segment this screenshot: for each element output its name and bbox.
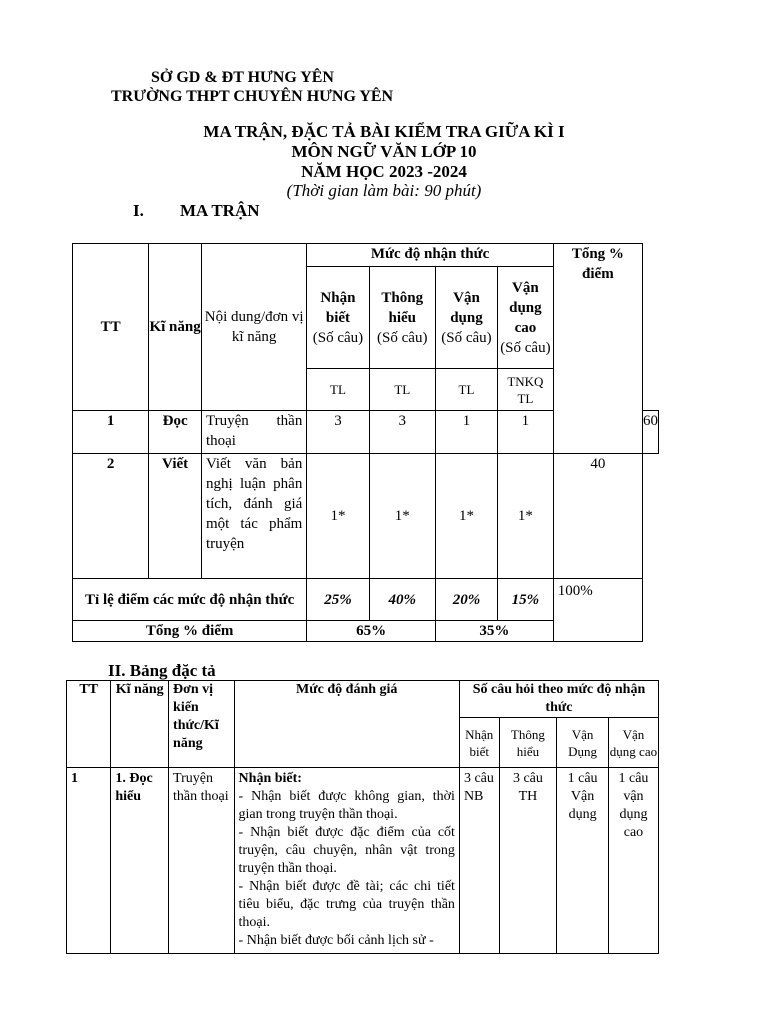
section1-title: MA TRẬN: [180, 201, 260, 220]
row2-vdc: 1*: [498, 454, 554, 579]
spec-col-unit: Đơn vị kiến thức/Kĩ năng: [169, 681, 235, 768]
spec-count-th: Thông hiểu: [499, 718, 557, 768]
section1-number: I.: [133, 201, 144, 220]
spec-level-item: - Nhận biết được bối cảnh lịch sử -: [238, 933, 434, 948]
spec-count-nb: Nhận biết: [459, 718, 499, 768]
spec-row1-unit: Truyện thần thoại: [169, 768, 235, 954]
type-nb: TL: [307, 369, 369, 411]
spec-count-group: Số câu hỏi theo mức độ nhận thức: [459, 681, 658, 718]
row2-th: 1*: [369, 454, 435, 579]
spec-count-vdc: Vận dụng cao: [608, 718, 658, 768]
ratio-nb: 25%: [307, 579, 369, 621]
ratio-total: 100%: [553, 579, 642, 642]
type-vd: TL: [435, 369, 497, 411]
matrix-table: [72, 243, 659, 642]
school-name: TRƯỜNG THPT CHUYÊN HƯNG YÊN: [111, 88, 394, 105]
spec-row1-skill: 1. Đọc hiểu: [111, 768, 169, 954]
sum-high: 35%: [435, 621, 553, 642]
spec-col-skill: Kĩ năng: [111, 681, 169, 768]
row2-total: 40: [553, 454, 642, 579]
level-group-header: Mức độ nhận thức: [307, 244, 553, 267]
spec-row1-vdc: 1 câu vận dụng cao: [608, 768, 658, 954]
row2-skill: Viết: [149, 454, 202, 579]
spec-row1-levels: [234, 768, 459, 954]
ratio-vd: 20%: [435, 579, 497, 621]
level-header-vdc: Vận dụng cao (Số câu): [498, 267, 554, 369]
col-skill-header: Kĩ năng: [149, 244, 202, 411]
col-content-header: Nội dung/đơn vị kĩ năng: [201, 244, 306, 411]
ratio-label: Tỉ lệ điểm các mức độ nhận thức: [73, 579, 307, 621]
spec-col-tt: TT: [67, 681, 111, 768]
doc-subject: MÔN NGỮ VĂN LỚP 10: [291, 142, 477, 161]
row1-skill: Đọc: [149, 411, 202, 454]
spec-row1-th: 3 câu TH: [499, 768, 557, 954]
row1-vdc: 1: [498, 411, 554, 454]
spec-row1-tt: 1: [67, 768, 111, 954]
department-name: SỞ GD & ĐT HƯNG YÊN: [151, 69, 334, 86]
spec-col-level: Mức độ đánh giá: [234, 681, 459, 768]
level-header-nb: Nhận biết (Số câu): [307, 267, 369, 369]
sum-label: Tổng % điểm: [73, 621, 307, 642]
spec-level-heading: Nhận biết:: [238, 771, 302, 786]
sum-low: 65%: [307, 621, 436, 642]
row1-th: 3: [369, 411, 435, 454]
spec-level-item: - Nhận biết được đặc điểm của cốt truyện, câu chuyện, nhân vật trong truyện thần thoại.: [238, 825, 455, 876]
type-vdc: TNKQ TL: [498, 369, 554, 411]
row1-content: Truyện thần thoại: [201, 411, 306, 454]
type-th: TL: [369, 369, 435, 411]
ratio-vdc: 15%: [498, 579, 554, 621]
col-total-header: Tổng % điểm: [553, 244, 642, 454]
row2-vd: 1*: [435, 454, 497, 579]
ratio-th: 40%: [369, 579, 435, 621]
row1-tt: 1: [73, 411, 149, 454]
level-header-vd: Vận dụng (Số câu): [435, 267, 497, 369]
row1-nb: 3: [307, 411, 369, 454]
row1-total: 60: [643, 411, 659, 454]
spec-level-item: - Nhận biết được không gian, thời gian trong truyện thần thoại.: [238, 789, 455, 822]
row2-nb: 1*: [307, 454, 369, 579]
level-header-th: Thông hiểu (Số câu): [369, 267, 435, 369]
spec-row1-nb: 3 câu NB: [459, 768, 499, 954]
col-tt-header: TT: [73, 244, 149, 411]
row2-tt: 2: [73, 454, 149, 579]
row2-content: Viết văn bản nghị luận phân tích, đánh giá một tác phẩm truyện: [201, 454, 306, 579]
spec-row1-vd: 1 câu Vận dụng: [557, 768, 609, 954]
spec-level-item: - Nhận biết được đề tài; các chi tiết tiêu biểu, đặc trưng của truyện thần thoại.: [238, 879, 455, 930]
doc-year: NĂM HỌC 2023 -2024: [301, 162, 467, 181]
row1-vd: 1: [435, 411, 497, 454]
doc-time-note: (Thời gian làm bài: 90 phút): [286, 181, 482, 200]
spec-count-vd: Vận Dụng: [557, 718, 609, 768]
doc-title: MA TRẬN, ĐẶC TẢ BÀI KIỂM TRA GIỮA KÌ I: [203, 122, 565, 141]
specification-table: [66, 680, 659, 954]
section2-title: II. Bảng đặc tả: [108, 661, 216, 680]
